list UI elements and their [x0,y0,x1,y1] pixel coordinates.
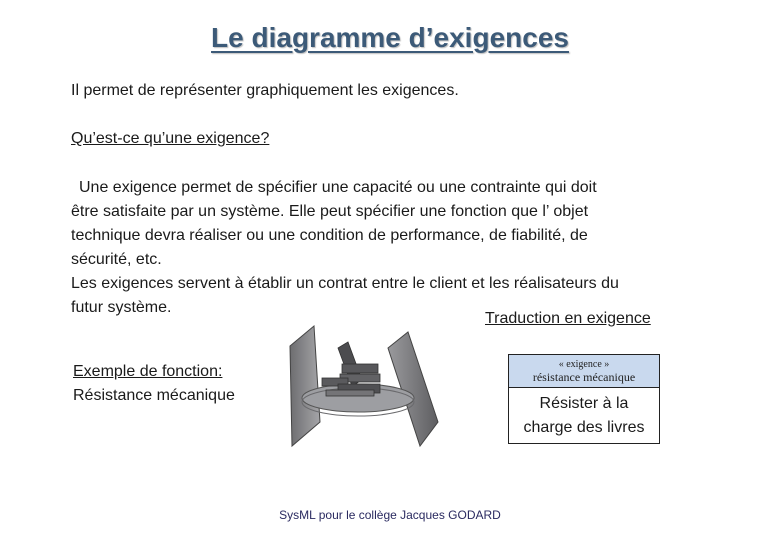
paragraph-line: sécurité, etc. [71,251,162,268]
paragraph-line: Les exigences servent à établir un contrat entre le client et les réalisateurs du [71,275,619,292]
requirement-stereotype: « exigence » [558,359,610,370]
example-value: Résistance mécanique [73,387,235,404]
example-label: Exemple de fonction: [73,363,223,380]
intro-text: Il permet de représenter graphiquement les exigences. [71,82,459,99]
paragraph-line: être satisfaite par un système. Elle peut spécifier une fonction que l’ objet [71,203,589,220]
requirement-text-line: charge des livres [523,419,645,436]
paragraph-line: Une exigence permet de spécifier une capacité ou une contrainte qui doit [79,179,597,196]
example-block [73,360,235,408]
requirement-header [509,355,659,388]
translation-label: Traduction en exigence [485,310,651,327]
paragraph-line: technique devra réaliser ou une condition de performance, de fiabilité, de [71,227,588,244]
paragraph-line: futur système. [71,299,172,316]
requirement-text [509,388,659,440]
requirement-block [508,354,660,444]
bookshelf-image [270,318,440,453]
footer-text: SysML pour le collège Jacques GODARD [279,508,501,522]
requirement-text-line: Résister à la [539,395,629,412]
question-heading: Qu’est-ce qu’une exigence? [71,130,270,147]
definition-paragraph [71,176,704,320]
requirement-name: résistance mécanique [532,370,636,384]
slide-title: Le diagramme d’exigences [211,22,569,53]
